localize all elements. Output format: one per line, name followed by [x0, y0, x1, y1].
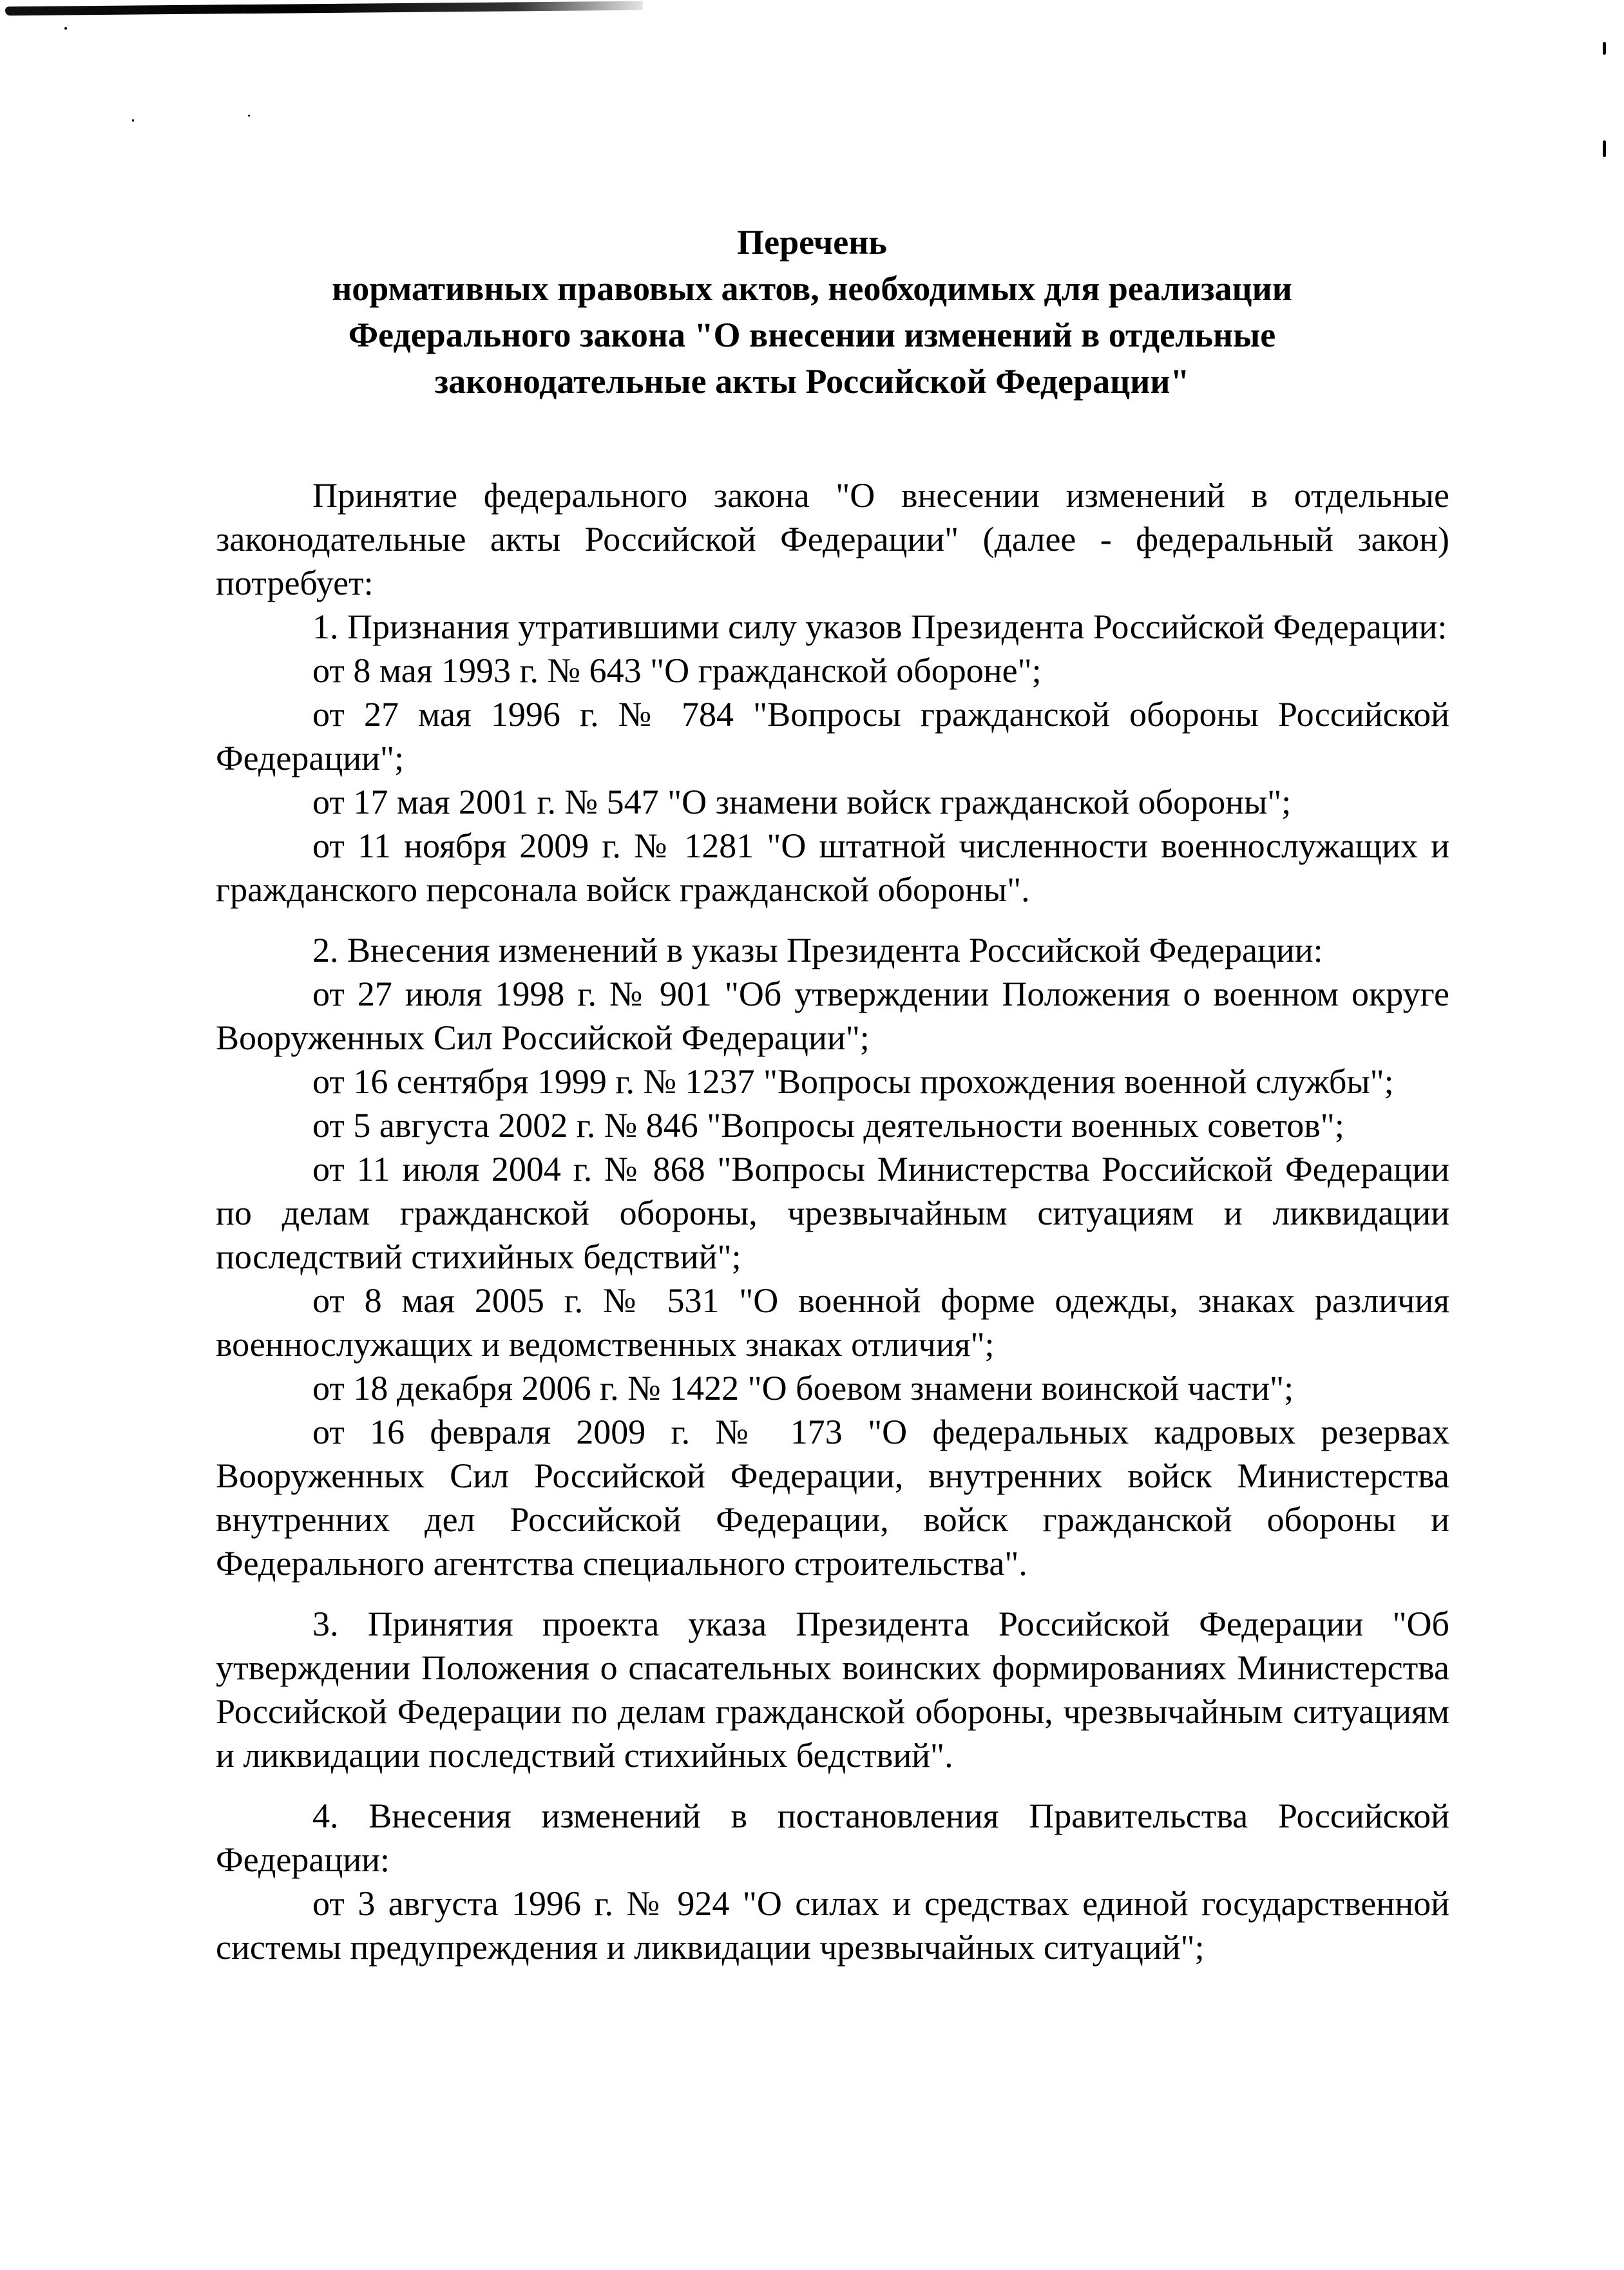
- list-item: от 11 июля 2004 г. № 868 "Вопросы Министерства Российской Федерации по делам гражданской обороны, чрезвычайным ситуациям и ликвидации последствий стихийных бедствий";: [216, 1150, 1449, 1276]
- list-item: от 11 ноября 2009 г. № 1281 "О штатной численности военнослужащих и гражданского персонала войск гражданской обороны".: [216, 826, 1449, 909]
- scan-artifact-speck: [64, 27, 67, 30]
- title-line: законодательные акты Российской Федерации": [434, 362, 1190, 401]
- section-heading: 1. Признания утратившими силу указов Президента Российской Федерации:: [312, 607, 1447, 646]
- list-item: от 5 августа 2002 г. № 846 "Вопросы деятельности военных советов";: [312, 1106, 1344, 1145]
- scan-artifact-speck: [132, 119, 134, 122]
- title-line: Перечень: [737, 223, 887, 262]
- section-4: [216, 1794, 1449, 1969]
- list-item: от 27 июля 1998 г. № 901 "Об утверждении Положения о военном округе Вооруженных Сил Российской Федерации";: [216, 975, 1449, 1057]
- list-item: от 8 мая 1993 г. № 643 "О гражданской обороне";: [312, 651, 1042, 690]
- title-line: нормативных правовых актов, необходимых для реализации: [332, 269, 1292, 308]
- list-item: от 16 февраля 2009 г. № 173 "О федеральных кадровых резервах Вооруженных Сил Российской Федерации, внутренних войск Министерства внутренних дел Российской Федерации, войск гражданской обороны и Федерального агентства специального строительства".: [216, 1413, 1449, 1583]
- list-item: от 3 августа 1996 г. № 924 "О силах и средствах единой государственной системы предупреждения и ликвидации чрезвычайных ситуаций";: [216, 1884, 1449, 1967]
- scan-artifact-top-stroke: [5, 1, 643, 16]
- list-item: от 16 сентября 1999 г. № 1237 "Вопросы прохождения военной службы";: [312, 1062, 1394, 1101]
- list-item: от 18 декабря 2006 г. № 1422 "О боевом знамени воинской части";: [312, 1369, 1294, 1407]
- document-title: [0, 219, 1624, 405]
- intro-paragraph: Принятие федерального закона "О внесении изменений в отдельные законодательные акты Российской Федерации" (далее - федеральный закон) потребует:: [216, 476, 1449, 602]
- section-3: [216, 1602, 1449, 1777]
- scan-artifact-edge-mark: [1603, 42, 1606, 55]
- scan-artifact-edge-mark: [1603, 140, 1606, 157]
- section-1: [216, 605, 1449, 911]
- scan-artifact-speck: [248, 115, 250, 117]
- title-line: Федерального закона "О внесении изменений в отдельные: [348, 316, 1276, 354]
- section-heading: 3. Принятия проекта указа Президента Российской Федерации "Об утверждении Положения о спасательных воинских формированиях Министерства Российской Федерации по делам гражданской обороны, чрезвычайным ситуациям и ликвидации последствий стихийных бедствий".: [216, 1605, 1449, 1775]
- document-body: [216, 473, 1449, 1969]
- section-heading: 4. Внесения изменений в постановления Правительства Российской Федерации:: [216, 1797, 1449, 1879]
- list-item: от 17 мая 2001 г. № 547 "О знамени войск гражданской обороны";: [312, 783, 1292, 821]
- section-2: [216, 928, 1449, 1585]
- list-item: от 8 мая 2005 г. № 531 "О военной форме одежды, знаках различия военнослужащих и ведомственных знаках отличия";: [216, 1281, 1449, 1364]
- section-heading: 2. Внесения изменений в указы Президента Российской Федерации:: [312, 931, 1323, 969]
- list-item: от 27 мая 1996 г. № 784 "Вопросы гражданской обороны Российской Федерации";: [216, 695, 1449, 777]
